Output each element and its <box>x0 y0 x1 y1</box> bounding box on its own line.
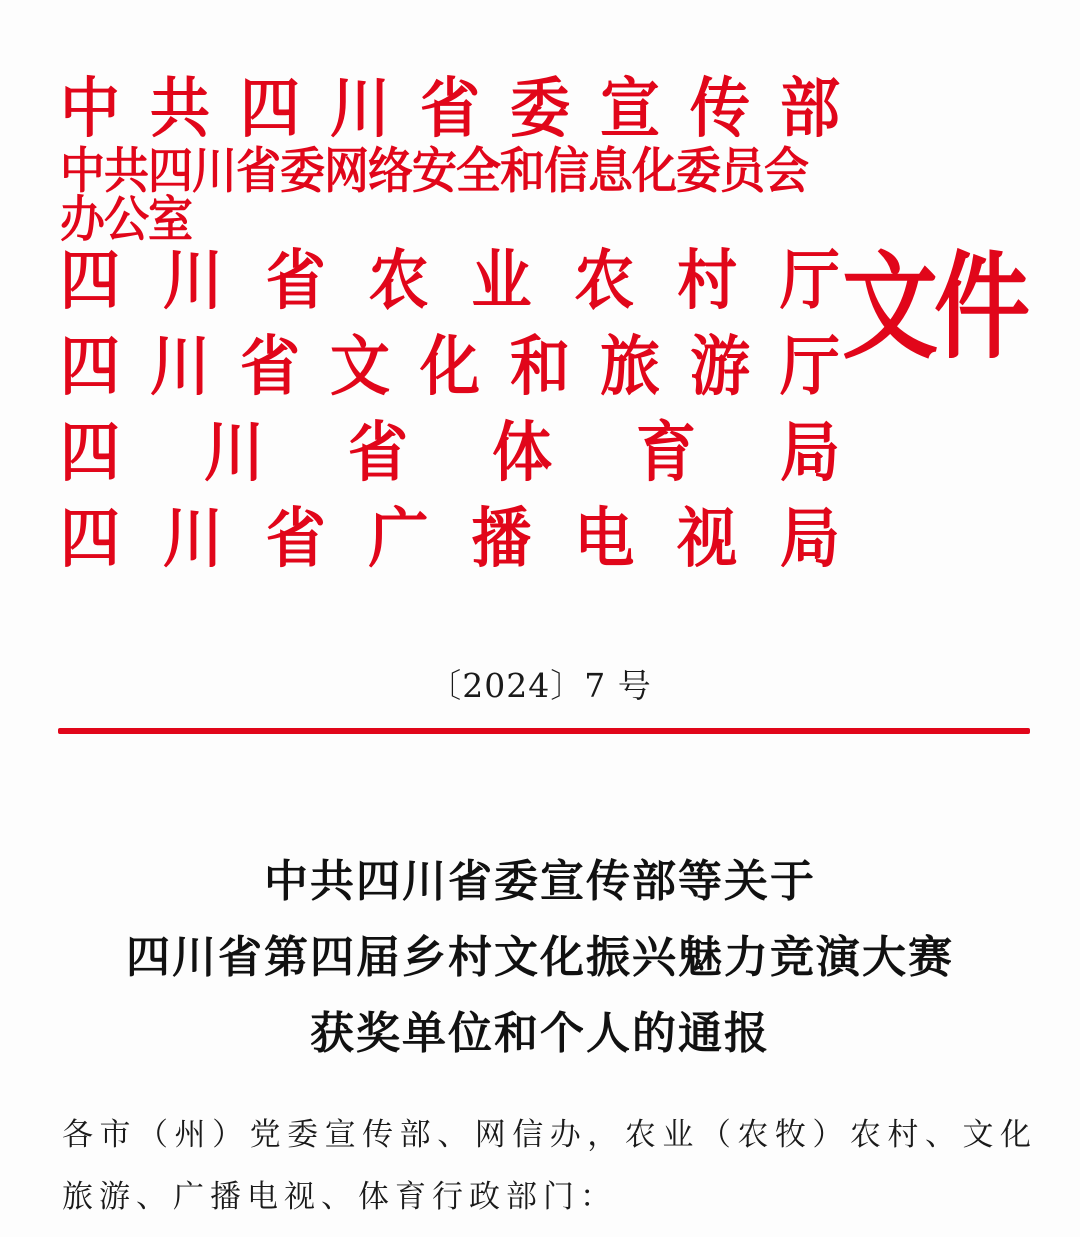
agency-char: 体 <box>492 415 552 491</box>
agency-char: 四 <box>240 71 300 147</box>
agency-char: 中 <box>60 71 120 147</box>
agency-char: 共 <box>150 71 210 147</box>
agency-char: 四 <box>60 329 120 405</box>
notice-title-line: 四川省第四届乡村文化振兴魅力竞演大赛 <box>126 932 954 983</box>
agency-char: 四 <box>60 243 120 319</box>
agency-char: 游 <box>690 329 750 405</box>
agency-char: 厅 <box>780 329 840 405</box>
agency-char: 文 <box>330 329 390 405</box>
agency-char: 化 <box>420 329 480 405</box>
agency-char: 传 <box>690 71 750 147</box>
agency-line-2 <box>60 142 840 248</box>
agency-char: 宣 <box>600 71 660 147</box>
agency-char: 局 <box>780 415 840 491</box>
recipients-paragraph: 各市（州）党委宣传部、网信办，农业（农牧）农村、文化旅游、广播电视、体育行政部门： <box>62 1117 1037 1215</box>
agency-char: 四 <box>60 501 120 577</box>
agency-line-6 <box>60 493 840 586</box>
agency-char: 农 <box>574 243 635 319</box>
red-separator-rule <box>58 728 1030 734</box>
agency-char: 局 <box>779 501 840 577</box>
agency-char: 和 <box>510 329 570 405</box>
notice-title-line: 中共四川省委宣传部等关于 <box>264 856 816 907</box>
agency-char: 省 <box>265 243 326 319</box>
agency-line-3 <box>60 235 840 328</box>
agency-char: 村 <box>677 243 738 319</box>
agency-char: 视 <box>677 501 738 577</box>
agency-char: 川 <box>204 415 264 491</box>
agency-char: 广 <box>368 501 429 577</box>
agency-char: 委 <box>510 71 570 147</box>
agency-char: 川 <box>162 243 223 319</box>
agency-char: 旅 <box>600 329 660 405</box>
agency-line-5 <box>60 407 840 500</box>
issuing-agencies <box>60 66 840 582</box>
agency-char: 厅 <box>779 243 840 319</box>
agency-char: 业 <box>471 243 532 319</box>
agency-char: 省 <box>348 415 408 491</box>
agency-char: 川 <box>162 501 223 577</box>
agency-char: 部 <box>780 71 840 147</box>
agency-char: 省 <box>420 71 480 147</box>
document-mark: 文件 <box>842 240 1026 375</box>
document-number: 〔2024〕7 号 <box>428 666 652 705</box>
agency-char: 中共四川省委网络安全和信息化委员会办公室 <box>60 142 809 248</box>
notice-title-line: 获奖单位和个人的通报 <box>310 1008 770 1059</box>
notice-title <box>0 844 1080 1072</box>
agency-char: 播 <box>471 501 532 577</box>
agency-char: 电 <box>574 501 635 577</box>
agency-char: 省 <box>240 329 300 405</box>
agency-char: 省 <box>265 501 326 577</box>
agency-char: 川 <box>150 329 210 405</box>
agency-char: 四 <box>60 415 120 491</box>
agency-line-4 <box>60 321 840 414</box>
agency-char: 农 <box>368 243 429 319</box>
agency-char: 育 <box>636 415 696 491</box>
agency-char: 川 <box>330 71 390 147</box>
